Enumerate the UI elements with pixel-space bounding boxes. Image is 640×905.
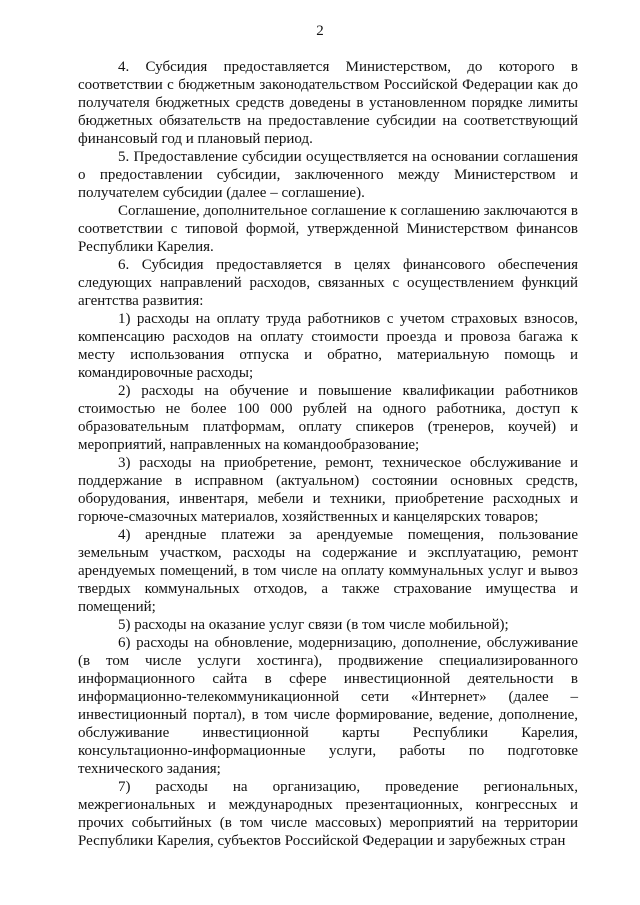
paragraph-item-6: 6. Субсидия предоставляется в целях финансового обеспечения следующих направлений расходов, связанных с осуществлением функций агентства развития:	[78, 257, 578, 309]
document-body	[78, 58, 578, 850]
paragraph-subitem-2: 2) расходы на обучение и повышение квалификации работников стоимостью не более 100 000 рублей на одного работника, доступ к образовательным платформам, оплату спикеров (тренеров, коучей) и мероприятий, направленных на командообразование;	[78, 383, 578, 453]
paragraph-item-5: 5. Предоставление субсидии осуществляется на основании соглашения о предоставлении субсидии, заключенного между Министерством и получателем субсидии (далее – соглашение).	[78, 149, 578, 201]
paragraph-item-4: 4. Субсидия предоставляется Министерством, до которого в соответствии с бюджетным законодательством Российской Федерации как до получателя бюджетных средств доведены в установленном порядке лимиты бюджетных обязательств на предоставление субсидии на соответствующий финансовый год и плановый период.	[78, 59, 578, 147]
paragraph-subitem-4: 4) арендные платежи за арендуемые помещения, пользование земельным участком, расходы на содержание и эксплуатацию, ремонт арендуемых помещений, в том числе на оплату коммунальных услуг и вывоз твердых коммунальных отходов, а также страхование имущества и помещений;	[78, 527, 578, 615]
paragraph-agreement-form: Соглашение, дополнительное соглашение к соглашению заключаются в соответствии с типовой формой, утвержденной Министерством финансов Республики Карелия.	[78, 203, 578, 255]
paragraph-subitem-1: 1) расходы на оплату труда работников с учетом страховых взносов, компенсацию расходов на оплату стоимости проезда и провоза багажа к месту использования отпуска и обратно, материальную помощь и командировочные расходы;	[78, 311, 578, 381]
page-number: 2	[316, 23, 324, 39]
paragraph-subitem-6: 6) расходы на обновление, модернизацию, дополнение, обслуживание (в том числе услуги хостинга), продвижение специализированного информационного сайта в сфере инвестиционной деятельности в информационно-телекоммуникационной сети «Интернет» (далее – инвестиционный портал), в том числе формирование, ведение, дополнение, обслуживание инвестиционной карты Республики Карелия, консультационно-информационные услуги, работы по подготовке технического задания;	[78, 635, 578, 777]
paragraph-subitem-5: 5) расходы на оказание услуг связи (в том числе мобильной);	[118, 617, 509, 633]
paragraph-subitem-7: 7) расходы на организацию, проведение региональных, межрегиональных и международных презентационных, конгрессных и прочих событийных (в том числе массовых) мероприятий на территории Республики Карелия, субъектов Российской Федерации и зарубежных стран	[78, 779, 578, 849]
paragraph-subitem-3: 3) расходы на приобретение, ремонт, техническое обслуживание и поддержание в исправном (актуальном) состоянии основных средств, оборудования, инвентаря, мебели и техники, приобретение расходных и горюче-смазочных материалов, хозяйственных и канцелярских товаров;	[78, 455, 578, 525]
